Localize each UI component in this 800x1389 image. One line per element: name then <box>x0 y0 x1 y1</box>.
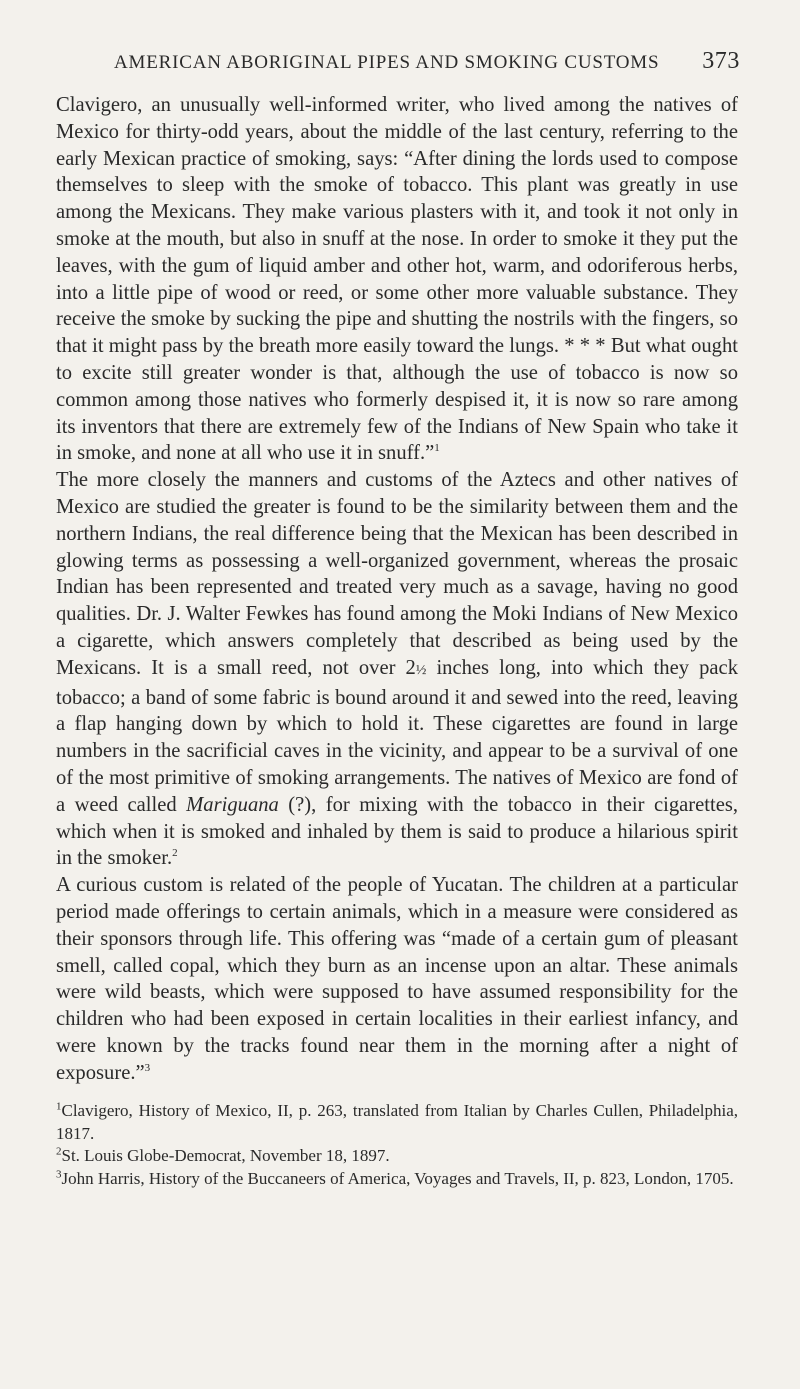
paragraph-1-text: Clavigero, an unusually well-informed writer, who lived among the natives of Mexico for thirty-odd years, about the middle of the last century, referring to the early Mexican practice of smoking, says: “After dining the lords used to compose themselves to sleep with the smoke of tobacco. This plant was greatly in use among the Mexicans. They make various plasters with it, and took it not only in smoke at the mouth, but also in snuff at the nose. In order to smoke it they put the leaves, with the gum of liquid amber and other hot, warm, and odoriferous herbs, into a little pipe of wood or reed, or some other more valuable substance. They receive the smoke by sucking the pipe and shutting the nostrils with the fingers, so that it might pass by the breath more easily toward the lungs. * * * But what ought to excite still greater wonder is that, although the use of tobacco is now so common among those natives who formerly despised it, it is now so rare among its inventors that there are extremely few of the Indians of New Spain who take it in smoke, and none at all who use it in snuff.” <box>56 94 738 465</box>
running-head <box>56 44 738 84</box>
paragraph-3-text: A curious custom is related of the people of Yucatan. The children at a particular period made offerings to certain animals, which in a measure were considered as their sponsors through life. This offering was “made of a certain gum of pleasant smell, called copal, which they burn as an incense upon an altar. These animals were wild beasts, which were supposed to have assumed responsibility for the children who had been exposed in certain localities in their earliest infancy, and were known by the tracks found near them in the morning after a night of exposure.” <box>56 874 738 1084</box>
footnote-text: St. Louis Globe-Democrat, November 18, 1897. <box>61 1146 390 1166</box>
footnote-2 <box>56 1145 738 1168</box>
footnote-3 <box>56 1168 738 1191</box>
paragraph-2-text-a: The more closely the manners and customs of the Aztecs and other natives of Mexico are studied the greater is found to be the similarity between them and the northern Indians, the real difference being that the Mexican has been described in glowing terms as possessing a well-organized government, whereas the prosaic Indian has been represented and treated very much as a savage, having no good qualities. Dr. J. Walter Fewkes has found among the Moki Indians of New Mexico a cigarette, which answers completely that described as being used by the Mexicans. It is a small reed, not over 2 <box>56 469 738 679</box>
paragraph-2 <box>56 467 738 872</box>
fraction-half: ½ <box>415 662 427 678</box>
footnote-text: John Harris, History of the Buccaneers of America, Voyages and Travels, II, p. 823, London, 1705. <box>61 1168 734 1188</box>
italic-term: Mariguana <box>186 793 279 816</box>
page-number: 373 <box>702 48 740 74</box>
footnotes <box>56 1100 738 1190</box>
running-title: AMERICAN ABORIGINAL PIPES AND SMOKING CUSTOMS <box>114 52 660 73</box>
footnote-ref-3: 3 <box>144 1061 151 1074</box>
paragraph-3 <box>56 872 738 1086</box>
footnote-ref-2: 2 <box>172 847 178 860</box>
paragraph-1 <box>56 92 738 467</box>
footnote-1 <box>56 1100 738 1145</box>
paragraph-2-text-b: inches long, into which they pack tobacco; a band of some fabric is bound around it and sewed into the reed, leaving a flap hanging down by which to hold it. These cigarettes are found in large numbers in the sacrificial caves in the vicinity, and appear to be a survival of one of the most primitive of smoking arrangements. The natives of Mexico are fond of a weed called <box>56 656 738 816</box>
paragraph-2-text-c: (?), for mixing with the tobacco in their cigarettes, which when it is smoked and inhaled by them is said to produce a hilarious spirit in the smoker. <box>56 793 738 870</box>
body-text <box>56 92 738 1086</box>
footnote-ref-1: 1 <box>434 442 440 455</box>
footnote-mark: 1 <box>56 1100 62 1113</box>
footnote-mark: 2 <box>56 1145 62 1158</box>
footnote-mark: 3 <box>56 1168 62 1181</box>
footnote-text: Clavigero, History of Mexico, II, p. 263, translated from Italian by Charles Cullen, Philadelphia, 1817. <box>56 1101 738 1143</box>
